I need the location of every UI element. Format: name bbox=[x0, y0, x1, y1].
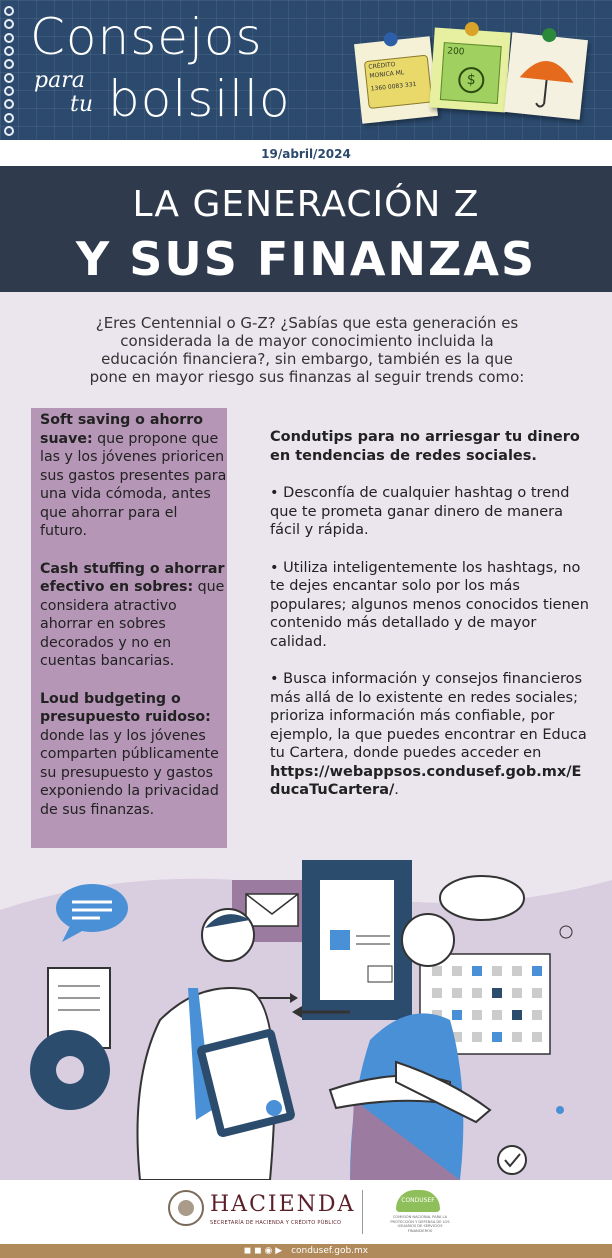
hacienda-logo-text: HACIENDA bbox=[210, 1192, 356, 1217]
tip-item-2: • Utiliza inteligentemente los hashtags, no te dejes encantar solo por los más populares; algunos menos conocidos tienen contenido más detallado y de mayor calidad. bbox=[270, 559, 589, 650]
document-panel bbox=[302, 860, 412, 1020]
magnifier-icon bbox=[498, 1146, 526, 1174]
trend-soft-saving: Soft saving o ahorro suave: que propone que las y los jóvenes prioricen sus gastos presentes para una vida cómoda, antes que ahorrar para el futuro. bbox=[40, 412, 227, 539]
money-note bbox=[429, 27, 510, 112]
tips-heading: Condutips para no arriesgar tu dinero en tendencias de redes sociales. bbox=[270, 429, 580, 464]
trend-loud-budgeting: Loud budgeting o presupuesto ruidoso: donde las y los jóvenes comparten públicamente su presupuesto y gastos exponiendo la privacidad de sus finanzas. bbox=[40, 690, 219, 818]
notebook-spiral bbox=[4, 6, 18, 136]
bottom-bar bbox=[0, 1244, 612, 1258]
credit-card-note bbox=[354, 36, 438, 124]
tips-column bbox=[270, 428, 590, 819]
title-line2: Y SUS FINANZAS bbox=[75, 232, 537, 286]
title-box bbox=[0, 166, 612, 292]
hacienda-seal-icon bbox=[168, 1190, 204, 1226]
umbrella-note bbox=[504, 32, 588, 120]
publication-date: 19/abril/2024 bbox=[261, 147, 351, 161]
condusef-logo-icon: CONDUSEF bbox=[396, 1190, 440, 1212]
credit-card-icon: CRÉDITO MONICA ML 1360 0083 331 bbox=[364, 55, 433, 109]
date-bar bbox=[0, 140, 612, 166]
gear-icon bbox=[30, 1030, 110, 1110]
logo-bolsillo: bolsillo bbox=[108, 70, 291, 128]
logo-para: para bbox=[34, 68, 85, 93]
condusef-subtitle: COMISIÓN NACIONAL PARA LA PROTECCIÓN Y DEFENSA DE LOS USUARIOS DE SERVICIOS FINANCIEROS bbox=[390, 1215, 450, 1233]
title-line1: LA GENERACIÓN Z bbox=[132, 184, 480, 225]
banknote-icon: 200 $ bbox=[440, 42, 502, 104]
illustration-scene bbox=[0, 850, 612, 1180]
trends-box bbox=[31, 408, 227, 848]
tip-item-1: • Desconfía de cualquier hashtag o trend que te prometa ganar dinero de manera fácil y rápida. bbox=[270, 485, 570, 538]
social-icons[interactable]: ◼ ◼ ◉ ▶ bbox=[243, 1246, 283, 1256]
website-link[interactable]: condusef.gob.mx bbox=[291, 1246, 369, 1256]
intro-text: ¿Eres Centennial o G-Z? ¿Sabías que esta generación es considerada la de mayor conocimiento incluida la educación financiera?, sin embargo, también es la que pone en mayor riesgo sus finanzas al seguir trends como: bbox=[89, 314, 525, 386]
footer bbox=[0, 1180, 612, 1244]
hacienda-subtitle: SECRETARÍA DE HACIENDA Y CRÉDITO PÚBLICO bbox=[210, 1220, 342, 1226]
logo-tu: tu bbox=[70, 92, 94, 117]
footer-divider bbox=[362, 1190, 363, 1234]
umbrella-icon bbox=[504, 32, 588, 120]
logo-consejos: Consejos bbox=[30, 8, 263, 66]
header-banner bbox=[0, 0, 612, 140]
trend-cash-stuffing: Cash stuffing o ahorrar efectivo en sobres: que considera atractivo ahorrar en sobres decorados y no en cuentas bancarias. bbox=[40, 560, 225, 669]
tip-item-3: • Busca información y consejos financieros más allá de lo existente en redes sociales; prioriza información más confiable, por ejemplo, la que puedes encontrar en Educa tu Cartera, donde puedes acceder en https://webappsos.condusef.gob.mx/E ducaTuCartera/. bbox=[270, 671, 587, 798]
educa-link[interactable]: https://webappsos.condusef.gob.mx/E ducaTuCartera/ bbox=[270, 763, 582, 798]
